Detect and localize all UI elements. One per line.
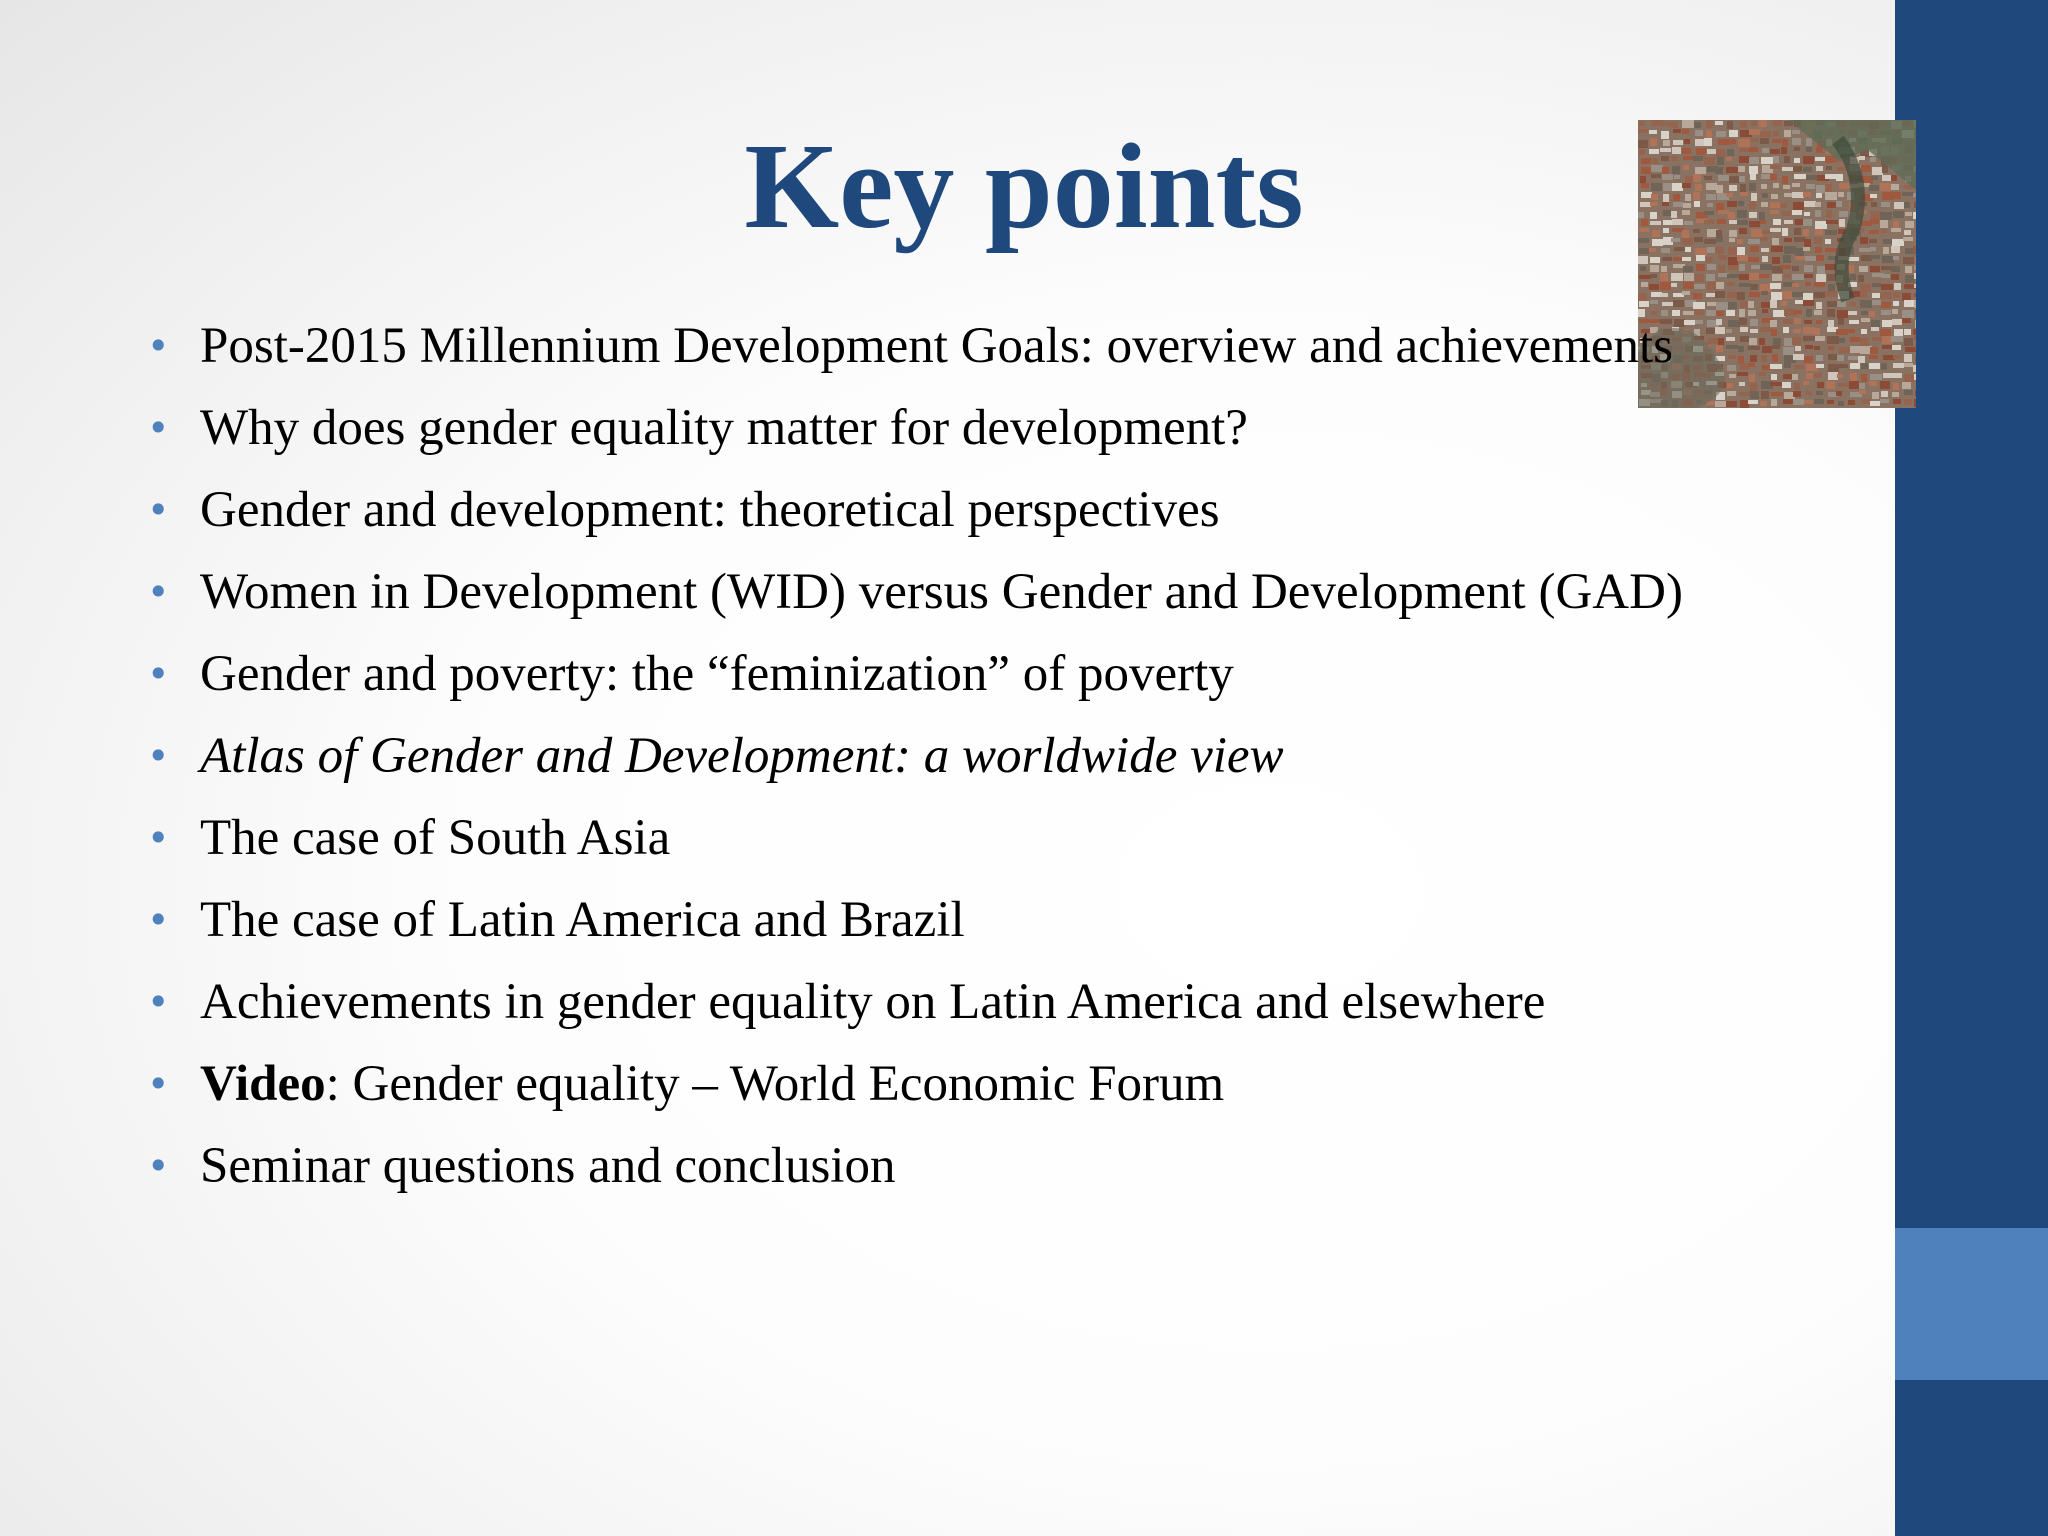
bullet-dot-icon: •	[147, 1062, 170, 1106]
bullet-text: The case of South Asia	[200, 810, 671, 866]
bullet-item	[145, 476, 1725, 544]
bullet-item	[145, 394, 1725, 462]
bullet-dot-icon: •	[147, 816, 170, 860]
slide-title: Key points	[744, 119, 1304, 254]
bullet-item	[145, 558, 1725, 626]
bullet-list	[145, 312, 1725, 1214]
bullet-item	[145, 312, 1725, 380]
bullet-item	[145, 804, 1725, 872]
bullet-item	[145, 1132, 1725, 1200]
bullet-text: Women in Development (WID) versus Gender and Development (GAD)	[200, 564, 1683, 620]
bullet-dot-icon: •	[147, 734, 170, 778]
bullet-text: Achievements in gender equality on Latin America and elsewhere	[200, 974, 1546, 1030]
bullet-dot-icon: •	[147, 1144, 170, 1188]
bullet-dot-icon: •	[147, 898, 170, 942]
bullet-dot-icon: •	[147, 324, 170, 368]
bullet-text: The case of Latin America and Brazil	[200, 892, 965, 948]
bullet-item	[145, 640, 1725, 708]
bullet-text: : Gender equality – World Economic Forum	[325, 1056, 1225, 1112]
bullet-dot-icon: •	[147, 570, 170, 614]
bullet-text: Seminar questions and conclusion	[200, 1138, 896, 1194]
bullet-dot-icon: •	[147, 406, 170, 450]
bullet-dot-icon: •	[147, 652, 170, 696]
bullet-dot-icon: •	[147, 980, 170, 1024]
bullet-item	[145, 1050, 1725, 1118]
bullet-text-italic: Atlas of Gender and Development: a worldwide view	[200, 728, 1284, 784]
bullet-text: Post-2015 Millennium Development Goals: overview and achievements	[200, 318, 1674, 374]
bullet-dot-icon: •	[147, 488, 170, 532]
bullet-text: Gender and poverty: the “feminization” of poverty	[200, 646, 1234, 702]
bullet-item	[145, 886, 1725, 954]
bullet-text: Why does gender equality matter for development?	[200, 400, 1248, 456]
bullet-text: Gender and development: theoretical perspectives	[200, 482, 1220, 538]
bullet-item	[145, 722, 1725, 790]
side-accent-block	[1895, 1228, 2048, 1380]
bullet-item	[145, 968, 1725, 1036]
bullet-bold-label: Video	[200, 1056, 326, 1112]
